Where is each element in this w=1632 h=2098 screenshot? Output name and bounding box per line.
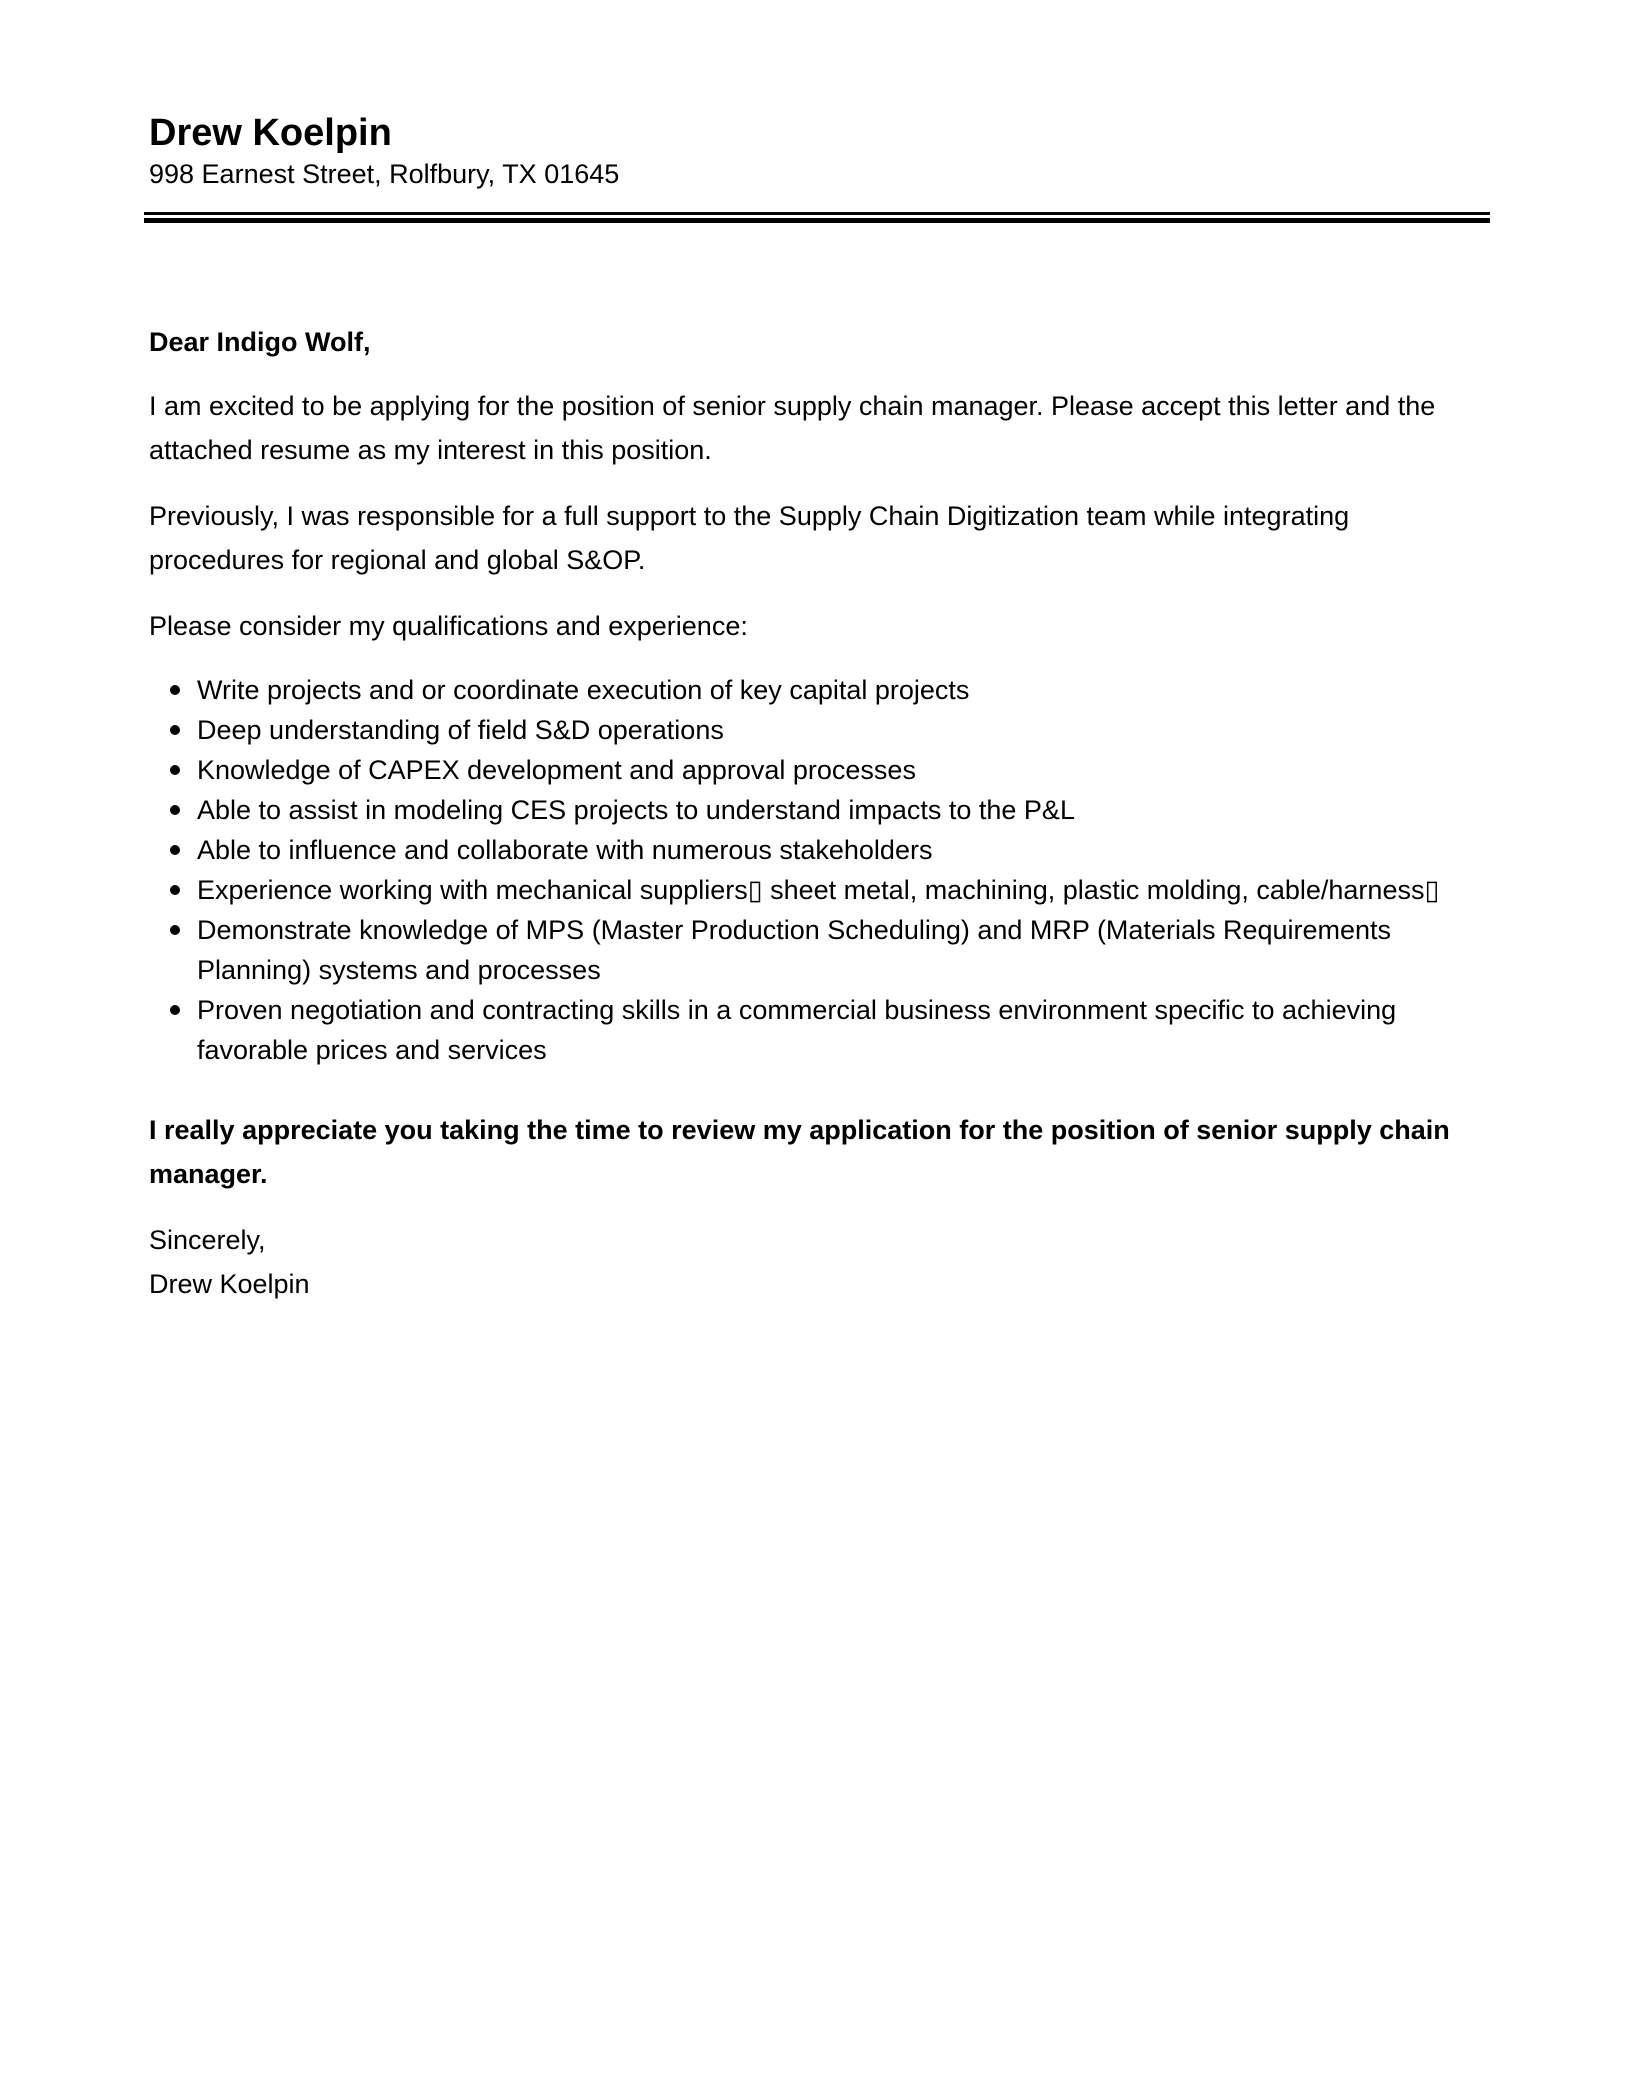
- divider-thin-line: [144, 212, 1490, 215]
- bullet-icon: [170, 845, 180, 855]
- list-item-text: Knowledge of CAPEX development and approval processes: [197, 755, 916, 785]
- sender-address: 998 Earnest Street, Rolfbury, TX 01645: [149, 159, 620, 189]
- experience-paragraph: Previously, I was responsible for a full support to the Supply Chain Digitization team while integrating procedures for regional and global S&OP.: [149, 501, 1350, 575]
- bullet-icon: [170, 1005, 180, 1015]
- list-item-text: Write projects and or coordinate execution of key capital projects: [197, 675, 970, 705]
- signoff: Sincerely,: [149, 1225, 266, 1255]
- list-item: [149, 870, 1469, 910]
- list-item: [149, 830, 1469, 870]
- bullet-icon: [170, 925, 180, 935]
- list-item-text: Demonstrate knowledge of MPS (Master Production Scheduling) and MRP (Materials Requirements Planning) systems and processes: [197, 915, 1392, 985]
- bullet-icon: [170, 765, 180, 775]
- sender-name: Drew Koelpin: [149, 112, 392, 154]
- bullet-icon: [170, 805, 180, 815]
- qualifications-intro: Please consider my qualifications and experience:: [149, 611, 748, 641]
- salutation: Dear Indigo Wolf,: [149, 327, 371, 357]
- qualifications-list: [149, 670, 1469, 1070]
- list-item-text: Able to influence and collaborate with numerous stakeholders: [197, 835, 933, 865]
- list-item: [149, 790, 1469, 830]
- list-item-text: Proven negotiation and contracting skills in a commercial business environment specific to achieving favorable prices and services: [197, 995, 1397, 1065]
- bullet-icon: [170, 725, 180, 735]
- list-item: [149, 670, 1469, 710]
- list-item: [149, 910, 1469, 990]
- list-item: [149, 990, 1469, 1070]
- bullet-icon: [170, 885, 180, 895]
- list-item: [149, 710, 1469, 750]
- header-divider: [144, 212, 1490, 223]
- bullet-icon: [170, 685, 180, 695]
- closing-statement: I really appreciate you taking the time to review my application for the position of senior supply chain manager.: [149, 1115, 1450, 1189]
- list-item-text: Experience working with mechanical suppliers▯ sheet metal, machining, plastic molding, cable/harness▯: [197, 875, 1440, 905]
- letter-body: [149, 322, 1469, 1306]
- signature-name: Drew Koelpin: [149, 1269, 310, 1299]
- divider-thick-line: [144, 218, 1490, 223]
- intro-paragraph: I am excited to be applying for the position of senior supply chain manager. Please accept this letter and the attached resume as my interest in this position.: [149, 391, 1436, 465]
- letter-header: [149, 110, 1489, 192]
- list-item-text: Able to assist in modeling CES projects to understand impacts to the P&L: [197, 795, 1075, 825]
- list-item-text: Deep understanding of field S&D operations: [197, 715, 724, 745]
- list-item: [149, 750, 1469, 790]
